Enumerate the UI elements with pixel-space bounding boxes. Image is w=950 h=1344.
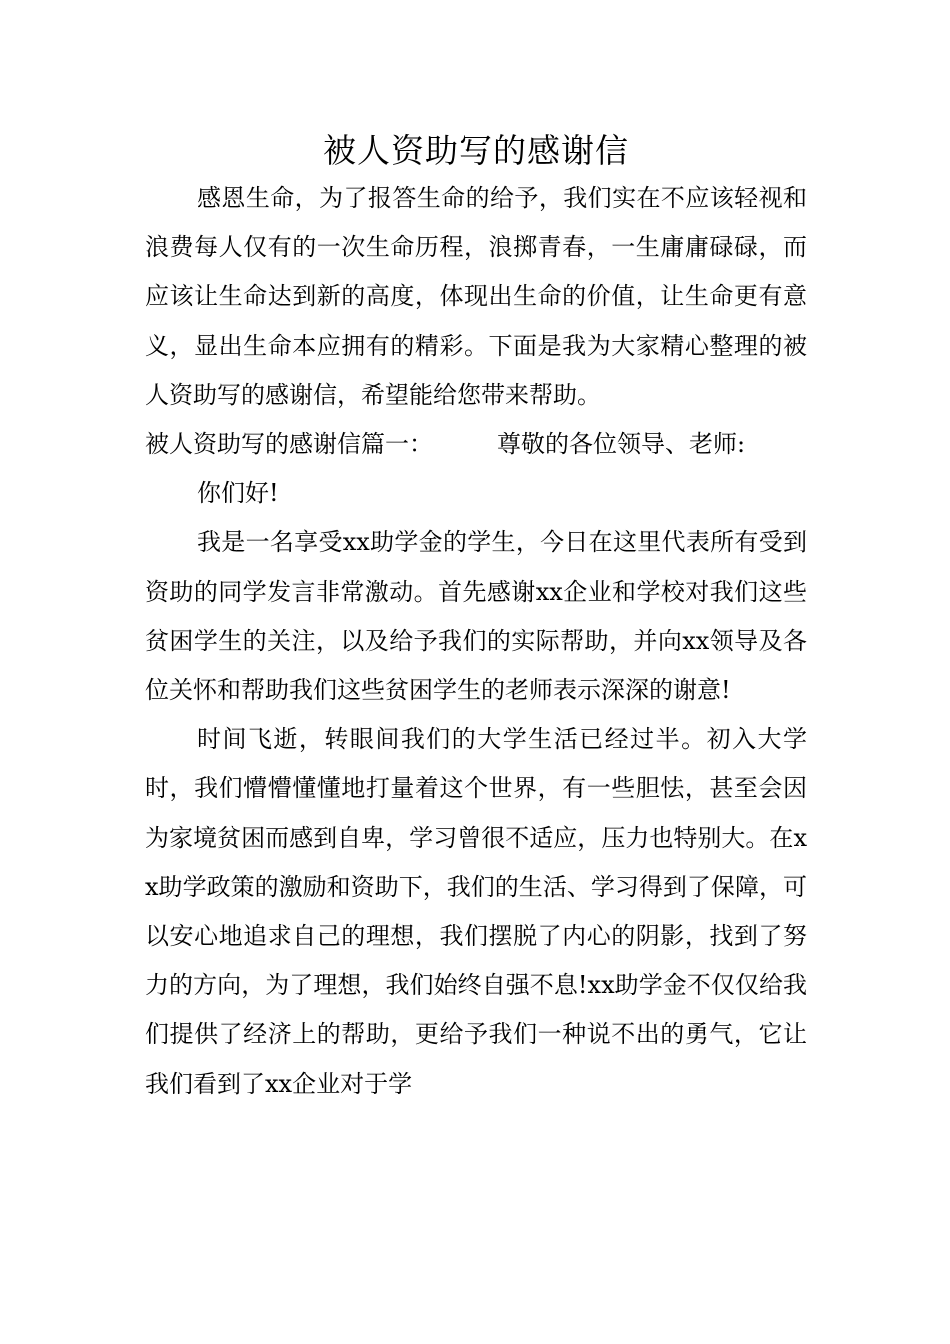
document-page [145,128,807,1109]
greeting: 你们好! [197,479,279,508]
salutation: 尊敬的各位领导、老师: [497,430,746,459]
section-heading: 被人资助写的感谢信篇一： [145,430,433,459]
body-paragraph-2: 时间飞逝，转眼间我们的大学生活已经过半。初入大学时，我们懵懵懂懂地打量着这个世界，有一些胆怯，甚至会因为家境贫困而感到自卑，学习曾很不适应，压力也特别大。在xx助学政策的激励和资助下，我们的生活、学习得到了保障，可以安心地追求自己的理想，我们摆脱了内心的阴影，找到了努力的方向，为了理想，我们始终自强不息!xx助学金不仅仅给我们提供了经济上的帮助，更给予我们一种说不出的勇气，它让我们看到了xx企业对于学 [145,725,807,1098]
document-title: 被人资助写的感谢信 [323,131,629,170]
intro-paragraph: 感恩生命，为了报答生命的给予，我们实在不应该轻视和浪费每人仅有的一次生命历程，浪掷青春，一生庸庸碌碌，而应该让生命达到新的高度，体现出生命的价值，让生命更有意义，显出生命本应拥有的精彩。下面是我为大家精心整理的被人资助写的感谢信，希望能给您带来帮助。 [145,184,807,409]
body-paragraph-1: 我是一名享受xx助学金的学生，今日在这里代表所有受到资助的同学发言非常激动。首先感谢xx企业和学校对我们这些贫困学生的关注，以及给予我们的实际帮助，并向xx领导及各位关怀和帮助我们这些贫困学生的老师表示深深的谢意! [145,528,807,705]
section-line [145,420,807,469]
